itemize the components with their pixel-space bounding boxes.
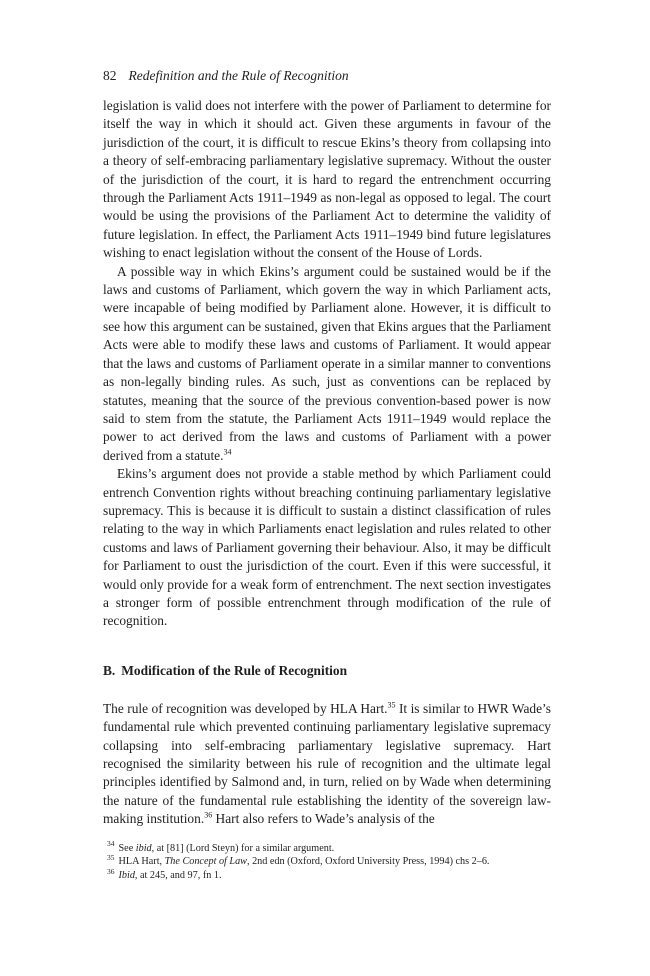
body-text: [103, 97, 551, 829]
paragraph: [103, 97, 551, 263]
paragraph-text: It is similar to HWR Wade’s fundamental rule which prevented continuing parliamentary legislative supremacy collapsing into self-embracing parliamentary legislative supremacy. Hart recognised the similarity between his rule of recognition and the ultimate legal principles identified by Salmond and, in turn, relied on by Wade when determining the nature of the fundamental rule establishing the identity of the sovereign law-making institution.: [103, 700, 551, 827]
footnote-text: , at [81] (Lord Steyn) for a similar argument.: [151, 842, 335, 854]
footnote-ref[interactable]: 36: [204, 810, 213, 820]
section-heading: [103, 662, 551, 680]
footnote: [103, 839, 551, 856]
page-number: 82: [103, 68, 117, 83]
footnote-text: , at 245, and 97, fn 1.: [134, 870, 222, 882]
footnote-italic: The Concept of Law: [164, 856, 247, 868]
paragraph-text: Hart also refers to Wade’s analysis of the: [212, 811, 435, 827]
section-letter: B.: [103, 662, 116, 678]
paragraph-text: A possible way in which Ekins’s argument could be sustained would be if the laws and customs of Parliament, which govern the way in which Parliament acts, were incapable of being modified by Parliament alone. However, it is difficult to see how this argument can be sustained, given that Ekins argues that the Parliament Acts were able to modify these laws and customs of Parliament. It would appear that the laws and customs of Parliament operate in a similar manner to conventions as non-legally binding rules. As such, just as conventions can be replaced by statutes, meaning that the source of the previous convention-based power is now said to stem from the statute, the Parliament Acts 1911–1949 would replace the power to act derived from the laws and customs of Parliament with a power derived from a statute.: [103, 263, 551, 463]
running-head-title: Redefinition and the Rule of Recognition: [128, 68, 349, 83]
paragraph-text: legislation is valid does not interfere with the power of Parliament to determine for itself the way in which it should act. Given these arguments in favour of the jurisdiction of the court, it is difficult to rescue Ekins’s theory from collapsing into a theory of self-embracing parliamentary legislative supremacy. Without the ouster of the jurisdiction of the court, it is hard to regard the entrenchment occurring through the Parliament Acts 1911–1949 as non-legal as opposed to legal. The court would be using the provisions of the Parliament Act to determine the validity of future legislation. In effect, the Parliament Acts 1911–1949 bind future legislatures wishing to enact legislation without the consent of the House of Lords.: [103, 98, 551, 261]
section-title: Modification of the Rule of Recognition: [121, 662, 348, 678]
book-page: [103, 66, 551, 883]
footnote-number: 36: [107, 866, 115, 876]
footnote-text: HLA Hart,: [118, 856, 165, 868]
footnote-number: 35: [107, 853, 115, 863]
paragraph: [103, 465, 551, 631]
footnote-ref[interactable]: 34: [223, 447, 232, 457]
paragraph-text: The rule of recognition was developed by HLA Hart.: [103, 700, 388, 716]
footnote-text: See: [118, 842, 136, 854]
running-head: [103, 66, 551, 86]
footnote-text: , 2nd edn (Oxford, Oxford University Press, 1994) chs 2–6.: [246, 856, 490, 868]
footnote: [103, 855, 551, 869]
paragraph-text: Ekins’s argument does not provide a stable method by which Parliament could entrench Convention rights without breaching continuing parliamentary legislative supremacy. This is because it is difficult to sustain a distinct classification of rules relating to the way in which Parliaments enact legislation and rules related to other customs and laws of Parliament governing their behaviour. Also, it may be difficult for Parliament to oust the jurisdiction of the court. Even if this were successful, it would only provide for a weak form of entrenchment. The next section investigates a stronger form of possible entrenchment through modification of the rule of recognition.: [103, 466, 551, 629]
footnote: [103, 866, 551, 883]
footnote-italic: ibid: [135, 842, 152, 854]
footnote-italic: Ibid: [118, 870, 135, 882]
footnotes: [103, 839, 551, 883]
footnote-ref[interactable]: 35: [387, 700, 396, 710]
footnote-number: 34: [107, 839, 115, 849]
paragraph: [103, 263, 551, 465]
paragraph: [103, 700, 551, 829]
